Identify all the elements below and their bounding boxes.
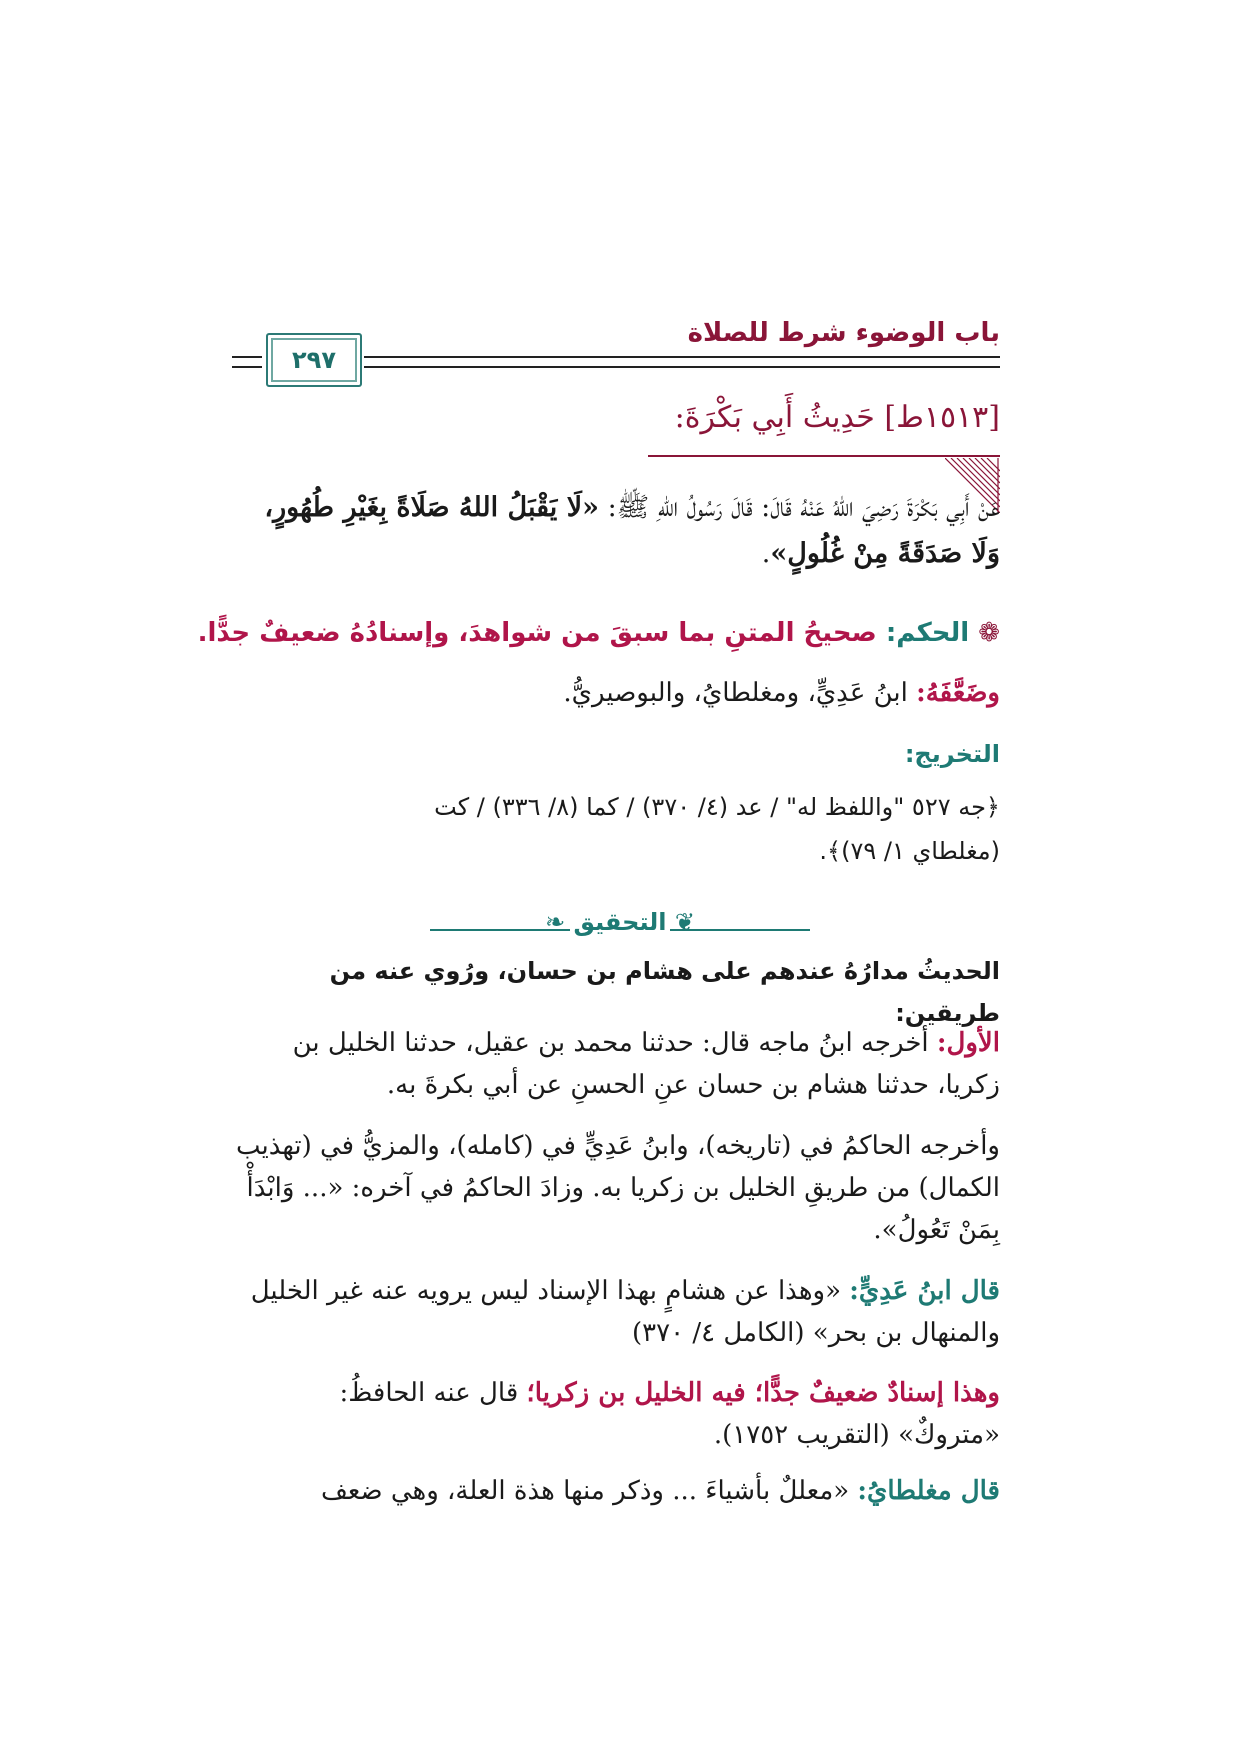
narration-intro: عَنْ أَبِي بَكْرَةَ رَضِيَ اللهُ عَنْهُ قَالَ: قَالَ رَسُولُ اللهِ ﷺ: bbox=[599, 492, 1000, 523]
weakened-by-text: ابنُ عَدِيٍّ، ومغلطايُ، والبوصيريُّ. bbox=[563, 678, 908, 708]
paragraph-hakim: وأخرجه الحاكمُ في (تاريخه)، وابنُ عَدِيٍّ في (كامله)، والمزيُّ في (تهذيب الكمال) من طريقِ الخليل بن زكريا به. وزادَ الحاكمُ في آخره: «... وَابْدَأْ بِمَنْ تَعُولُ». bbox=[235, 1131, 1000, 1245]
ibn-adi-text: «وهذا عن هشامٍ بهذا الإسناد ليس يرويه عنه غير الخليل والمنهال بن بحر» (الكامل ٤/ ٣٧٠) bbox=[250, 1276, 1000, 1348]
mughlatay-text: «معللٌ بأشياءَ ... وذكر منها هذة العلة، وهي ضعف bbox=[321, 1476, 850, 1506]
ruling-label: الحكم: bbox=[885, 618, 970, 648]
ibn-adi-label: قال ابنُ عَدِيٍّ: bbox=[849, 1276, 1000, 1306]
header-rule-right bbox=[364, 356, 1000, 368]
isnad-weak-text: قال عنه الحافظُ: «متروكٌ» (التقريب ١٧٥٢). bbox=[339, 1378, 1000, 1450]
hadith-narration bbox=[230, 485, 1000, 577]
hadith-number: [١٥١٣ط] bbox=[884, 400, 1000, 435]
section-title bbox=[0, 908, 1240, 936]
paragraph-mughlatay bbox=[230, 1470, 1000, 1512]
section-title-text: التحقيق bbox=[573, 908, 667, 936]
takhrij-references bbox=[230, 785, 1000, 873]
isnad-weak-label: وهذا إسنادٌ ضعيفٌ جدًّا؛ فيه الخليل بن زكريا؛ bbox=[526, 1378, 1000, 1408]
flower-icon: ❁ bbox=[978, 618, 1000, 648]
narration-text: «لَا يَقْبَلُ اللهُ صَلَاةً بِغَيْرِ طُهُورٍ، وَلَا صَدَقَةً مِنْ غُلُولٍ» bbox=[264, 492, 1000, 569]
header-rule-left bbox=[232, 356, 262, 368]
weakened-by-line bbox=[563, 672, 1000, 714]
takhrij-line-2: (مغلطاي ١/ ٧٩)﴾. bbox=[819, 837, 1000, 865]
weakened-by-label: وضَعَّفَهُ: bbox=[916, 678, 1000, 708]
ornament-right-icon: ❧ bbox=[545, 908, 566, 936]
ruling-text: صحيحُ المتنِ بما سبقَ من شواهدَ، وإسنادُهُ ضعيفٌ جدًّا. bbox=[197, 618, 877, 648]
first-route-label: الأول: bbox=[936, 1028, 1000, 1058]
title-underline bbox=[648, 455, 1000, 457]
hadith-title: حَدِيثُ أَبِي بَكْرَةَ: bbox=[674, 400, 875, 435]
paragraph-ibn-adi bbox=[230, 1270, 1000, 1354]
hadith-heading bbox=[675, 400, 1000, 435]
paragraph-intro: الحديثُ مدارُهُ عندهم على هشام بن حسان، ورُوي عنه من طريقين: bbox=[329, 957, 1000, 1027]
takhrij-line-1: ﴿جه ٥٢٧ "واللفظ له" / عد (٤/ ٣٧٠) / كما (٨/ ٣٣٦) / كت bbox=[434, 793, 1000, 821]
first-route-text: أخرجه ابنُ ماجه قال: حدثنا محمد بن عقيل، حدثنا الخليل بن زكريا، حدثنا هشام بن حسان عنِ الحسنِ عن أبي بكرةَ به. bbox=[292, 1028, 1000, 1100]
ornament-left-icon: ❦ bbox=[674, 908, 695, 936]
takhrij-heading: التخريج: bbox=[904, 740, 1000, 768]
paragraph-first-route bbox=[230, 1022, 1000, 1106]
ruling-line bbox=[198, 612, 1000, 654]
page-number-badge bbox=[266, 333, 362, 387]
chapter-title: باب الوضوء شرط للصلاة bbox=[687, 318, 1000, 348]
narration-end: . bbox=[761, 538, 771, 569]
mughlatay-label: قال مغلطايُ: bbox=[857, 1476, 1000, 1506]
page-number: ٢٩٧ bbox=[292, 346, 336, 374]
paragraph-isnad-weak bbox=[230, 1372, 1000, 1456]
